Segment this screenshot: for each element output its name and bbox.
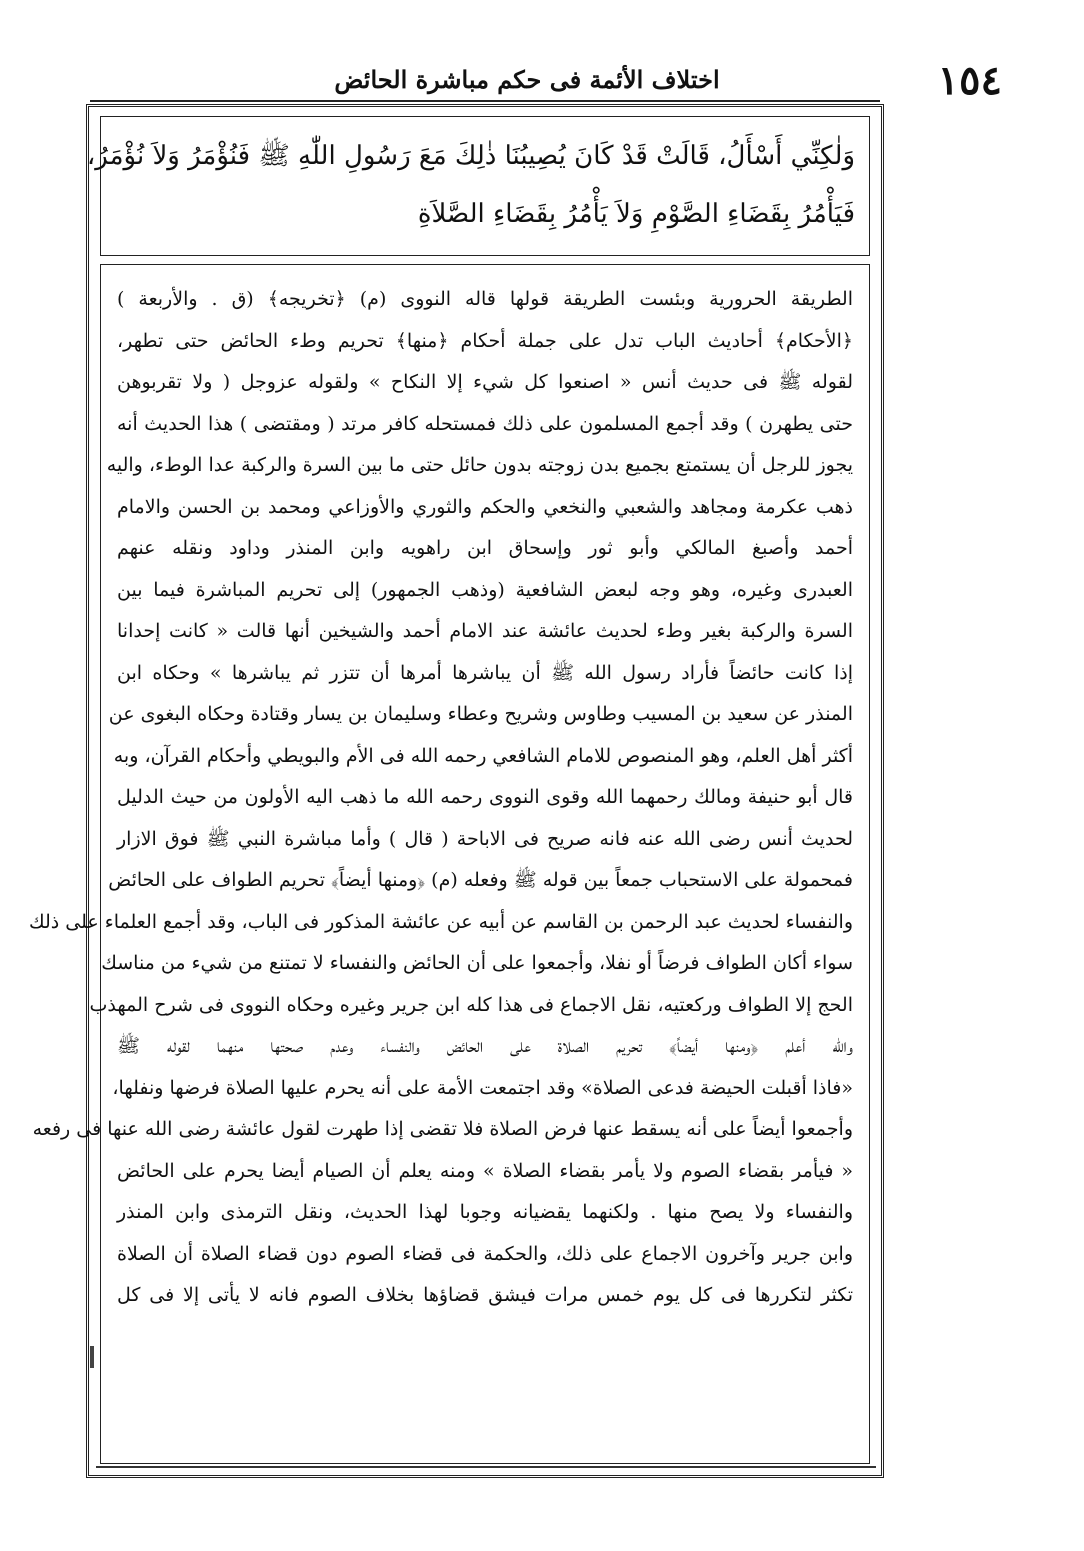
commentary-line: فمحمولة على الاستحباب جمعاً بين قوله ﷺ وفعله (م) ﴿ومنها أيضاً﴾ تحريم الطواف على الحائض <box>108 869 853 891</box>
commentary-box <box>28 264 870 1464</box>
commentary-line: أكثر أهل العلم، وهو المنصوص للامام الشافعي رحمه الله فى الأم والبويطي وأحكام القرآن، وبه <box>113 744 853 767</box>
commentary-line: لحديث أنس رضى الله عنه فانه صريح فى الاباحة ( قال ) وأما مباشرة النبي ﷺ فوق الازار <box>117 827 853 850</box>
commentary-line: العبدرى وغيره، وهو وجه لبعض الشافعية (وذهب الجمهور) إلى تحريم المباشرة فيما بين <box>117 578 853 601</box>
commentary-line: « فيأمر بقضاء الصوم ولا يأمر بقضاء الصلاة » ومنه يعلم أن الصيام أيضا يحرم على الحائض <box>117 1159 853 1182</box>
commentary-line: لقوله ﷺ فى حديث أنس « اصنعوا كل شيء إلا النكاح » ولقوله عزوجل ( ولا تقربوهن <box>117 371 853 393</box>
commentary-line: يجوز للرجل أن يستمتع بجميع بدن زوجته بدون حائل حتى ما بين السرة والركبة عدا الوطء، واليه <box>106 454 853 476</box>
commentary-line: ﴿الأحكام﴾ أحاديث الباب تدل على جملة أحكام ﴿منها﴾ تحريم وطء الحائض حتى تطهر، <box>117 329 853 352</box>
commentary-line: السرة والركبة بغير وطء لحديث عائشة عند الامام أحمد والشيخين أنها قالت « كانت إحدانا <box>117 620 853 642</box>
commentary-line: الحج إلا الطواف وركعتيه، نقل الاجماع فى هذا كله ابن جرير وغيره وحكاه النووى فى شرح المهذب <box>89 993 853 1016</box>
commentary-line: قال أبو حنيفة ومالك رحمهما الله وقوى النووى رحمه الله ما ذهب اليه الأولون من حيث الدليل <box>117 786 853 808</box>
commentary-line: أحمد وأصبغ المالكي وأبو ثور وإسحاق ابن راهويه وابن المنذر وداود ونقله عنهم <box>117 537 853 559</box>
hadith-line-2: فَيَأْمُرُ بِقَضَاءِ الصَّوْمِ وَلاَ يَأْمُرُ بِقَضَاءِ الصَّلاَةِ <box>417 199 855 229</box>
commentary-line: تكثر لتكررها فى كل يوم خمس مرات فيشق قضاؤها بخلاف الصوم فانه لا يأتى إلا فى كل <box>117 1284 853 1306</box>
commentary-line: والنفساء لحديث عبد الرحمن بن القاسم عن أبيه عن عائشة المذكور فى الباب، وقد أجمع العلماء على ذلك <box>28 910 853 933</box>
commentary-line: إذا كانت حائضاً فأراد رسول الله ﷺ أن يباشرها أمرها أن تتزر ثم يباشرها » وحكاه ابن <box>117 661 853 684</box>
commentary-line: «فاذا أقبلت الحيضة فدعى الصلاة» وقد اجتمعت الأمة على أنه يحرم عليها الصلاة فرضها ونفلها، <box>112 1076 853 1099</box>
commentary-line: والله أعلم ﴿ومنها أيضاً﴾ تحريم الصلاة على الحائض والنفساء وعدم صحتها منهما لقوله ﷺ <box>117 1035 853 1057</box>
hadith-line-1: وَلٰكِنِّي أَسْأَلُ، قَالَتْ قَدْ كَانَ يُصِيبُنَا ذٰلِكَ مَعَ رَسُولِ اللّٰهِ ﷺ فَنُؤْمَرُ وَلاَ نُؤْمَرُ، <box>86 141 855 171</box>
page-header <box>90 56 1002 106</box>
header-rule <box>90 100 880 102</box>
commentary-line: المنذر عن سعيد بن المسيب وطاوس وشريح وعطاء وسليمان بن يسار وقتادة وحكاه البغوى عن <box>108 703 853 725</box>
commentary-line: سواء أكان الطواف فرضاً أو نفلا، وأجمعوا على أن الحائض والنفساء لا تمتنع من شيء من مناسك <box>101 952 853 974</box>
margin-mark <box>90 1346 94 1368</box>
hadith-text-box <box>86 116 870 256</box>
running-title: اختلاف الأئمة فى حكم مباشرة الحائض <box>334 65 720 94</box>
commentary-line: الطريقة الحرورية وبئست الطريقة قولها قاله النووى (م) ﴿تخريجه﴾ (ق . والأربعة ) <box>117 288 853 310</box>
commentary-line: حتى يطهرن ) وقد أجمع المسلمون على ذلك فمستحله كافر مرتد ( ومقتضى ) هذا الحديث أنه <box>117 412 853 435</box>
commentary-line: وابن جرير وآخرون الاجماع على ذلك، والحكمة فى قضاء الصوم دون قضاء الصلاة أن الصلاة <box>117 1242 853 1265</box>
commentary-line: والنفساء ولا يصح منها . ولكنهما يقضيانه وجوبا لهذا الحديث، ونقل الترمذى وابن المنذر <box>117 1201 853 1223</box>
commentary-line: ذهب عكرمة ومجاهد والشعبي والنخعي والحكم والثوري والأوزاعي ومحمد بن الحسن والامام <box>117 495 853 518</box>
page-number: ١٥٤ <box>937 57 1002 104</box>
bottom-rule <box>96 1466 876 1468</box>
commentary-line: وأجمعوا أيضاً على أنه يسقط عنها فرض الصلاة فلا تقضى إذا طهرت لقول عائشة رضى الله عنها فى رفعه <box>32 1118 853 1140</box>
